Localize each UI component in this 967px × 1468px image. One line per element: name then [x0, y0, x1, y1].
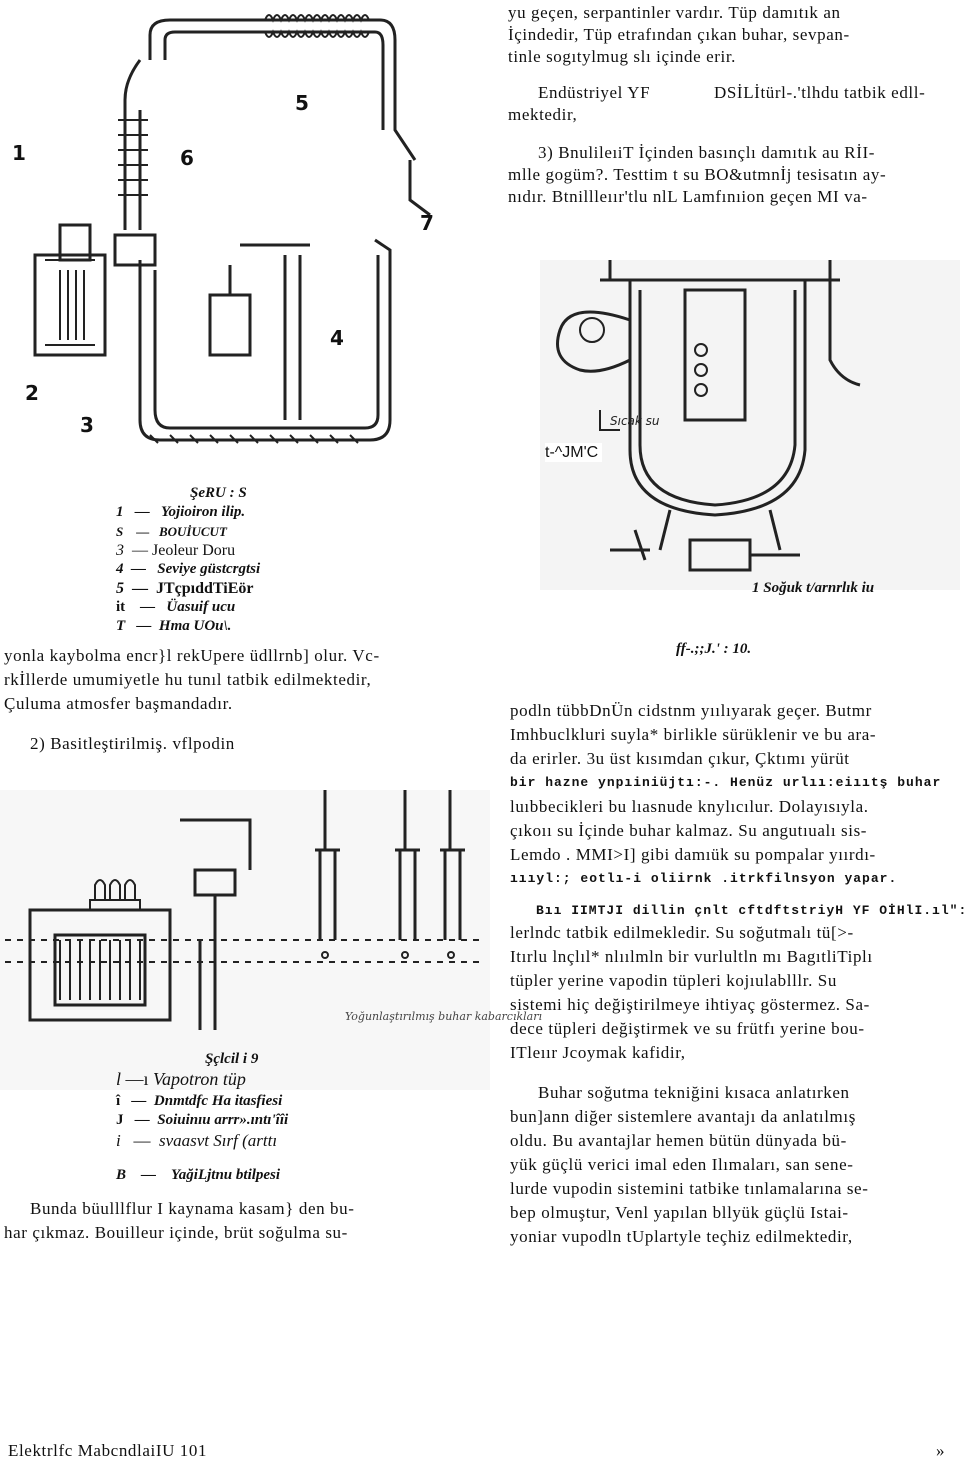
text-line: luıbbecikleri bu lıasnude knylıcılur. Dolayısıyla. — [510, 797, 869, 816]
text-line: çıkoıı su İçinde buhar kalmaz. Su angutıualı sis- — [510, 821, 868, 840]
text-line: har çıkmaz. Bouilleur içinde, brüt soğulma su- — [4, 1223, 348, 1242]
footer-right: » — [936, 1441, 946, 1460]
text-line: lerlndc tatbik edilmekledir. Su soğutmalı tü[>- — [510, 923, 854, 942]
text-line: 2) Basitleştirilmiş. vflpodin — [30, 734, 235, 753]
legend-item: 4 — Seviye güstcrgtsi — [116, 561, 261, 577]
text-line: yu geçen, serpantinler vardır. Tüp damıtık an — [508, 3, 841, 22]
legend-item: î — Dnmtdfc Ha itasfiesi — [116, 1093, 283, 1109]
legend-item: 1 — Yojioiron ilip. — [116, 504, 246, 520]
fig1-label: 2 — [25, 381, 39, 405]
text-line: İçindedir, Tüp etrafından çıkan buhar, sevpan- — [508, 25, 850, 44]
text-line: bir hazne ynpıiniüjtı:-. Henüz urlıı:eiııtş buhar — [510, 775, 942, 790]
text-line: tüpler yerine vapodin tüpleri kojıulablllr. Su — [510, 971, 837, 990]
text-line: Itırlu lnçlıl* nlıılmln bir vurlultln mı BagıtliTiplı — [510, 947, 873, 966]
text-line: bun]ann diğer sistemlere avantajı da anlatılmış — [510, 1107, 856, 1126]
fig1-label: 1 — [12, 141, 26, 165]
text-line: da erirler. 3u üst kısımdan çıkur, Çktımı yürüt — [510, 749, 850, 768]
figure-1-diagram — [0, 0, 500, 460]
text-line: oldu. Bu avantajlar hemen bütün dünyada bü- — [510, 1131, 847, 1150]
legend-item: S — BOUİUCUT — [116, 524, 227, 539]
text-line: podln tübbDnÜn cidstnm yıılıyarak geçer. Butmr — [510, 701, 872, 720]
text-line: nıdır. Btnillleıır'tlu nlL Lamfınıion geçen MI va- — [508, 187, 868, 206]
text-line: mektedir, — [508, 105, 578, 124]
footer-left: Elektrlfc MabcndlaiIU 101 — [8, 1441, 208, 1460]
figure-3-diagram — [0, 790, 542, 1090]
legend-item: J — Soiuinıu arrr».ıntı'îîi — [116, 1112, 289, 1128]
text-line: Bıı IIMTJI dillin çnlt cftdftstriyH YF OİHlI.ıl": — [536, 903, 967, 918]
text-line: 3) BnulileıiT İçinden basınçlı damıtık au RİI- — [538, 143, 875, 162]
figure-3-caption-title: Şçlcil i 9 — [205, 1051, 259, 1067]
text-line: Çuluma atmosfer başmandadır. — [4, 694, 233, 713]
legend-item: i — svaasvt Sırf (arttı — [116, 1131, 278, 1150]
text-line: Buhar soğutma tekniğini kısaca anlatırken — [538, 1083, 850, 1102]
fig1-label: 4 — [330, 326, 344, 350]
text-line: yoniar vupodln tUplartyle teçhiz edilmektedir, — [510, 1227, 853, 1246]
text-line: Endüstriyel YF — [538, 83, 651, 102]
text-line: yonla kaybolma encr}l rekUpere üdllrnb] olur. Vc- — [4, 646, 380, 665]
legend-item: 3 — Jeoleur Doru — [116, 542, 236, 559]
figure-2-diagram — [540, 260, 960, 600]
text-line: Bunda büulllflur I kaynama kasam} den bu- — [30, 1199, 355, 1218]
legend-item: it — Üasuif ucu — [116, 599, 236, 615]
text-line: Imhbuclkluri suyla* birlikle sürüklenir ve bu ara- — [510, 725, 877, 744]
figure-2-caption: ff-.;;J.' : 10. — [676, 641, 752, 657]
bubbles-annotation: Yoğunlaştırılmış buhar kabarcıkları — [345, 1010, 542, 1023]
text-line: tinle sogıtylmug slı içinde erir. — [508, 47, 737, 66]
text-line: Lemdo . MMI>I] gibi damıük su pompalar yıırdı- — [510, 845, 876, 864]
figure-1-caption-title: ŞeRU : S — [190, 485, 247, 501]
legend-item: l —ı Vapotron tüp — [116, 1069, 246, 1089]
fig1-label: 6 — [180, 146, 194, 170]
fig1-label: 5 — [295, 91, 309, 115]
hot-water-label: Sıcak su — [610, 414, 660, 428]
text-line: mlle gogüm?. Testtim t su BO&utmnİj tesisatın ay- — [508, 165, 887, 184]
text-line: dece tüpleri değiştirmek ve su frütfı yerine bou- — [510, 1019, 865, 1038]
text-line: DSİLİtürl-.'tlhdu tatbik edll- — [714, 83, 926, 102]
legend-item: 5 — JTçpıddTiEör — [116, 580, 254, 597]
legend-item: T — Hma UOu\. — [116, 618, 232, 634]
text-line: sistemi hiç değiştirilmeye ihtiyaç göstermez. Sa- — [510, 995, 870, 1014]
fig1-label: 7 — [420, 211, 434, 235]
text-line: lurde vupodin sistemini tatbike tınlamalarına se- — [510, 1179, 869, 1198]
text-line: bep olmuştur, Venl yapılan bllyük güçlü Istai- — [510, 1203, 849, 1222]
figure-2-legend: 1 Soğuk t/arnrlık iu — [752, 580, 875, 596]
text-line: ıııyl:; eotlı-i oliirnk .itrkfilnsyon yapar. — [510, 871, 898, 886]
text-line: yük güçlü verici imal eden Ilımaları, san sene- — [510, 1155, 854, 1174]
fig1-label: 3 — [80, 413, 94, 437]
text-line: rkİllerde umumiyetle hu tunıl tatbik edilmektedir, — [4, 670, 372, 689]
text-line: ITleıır Jcoymak kafidir, — [510, 1043, 686, 1062]
figure-2-side-label: t-^JM'C — [545, 443, 602, 462]
legend-item: B — YağiLjtnu btilpesi — [116, 1167, 281, 1183]
